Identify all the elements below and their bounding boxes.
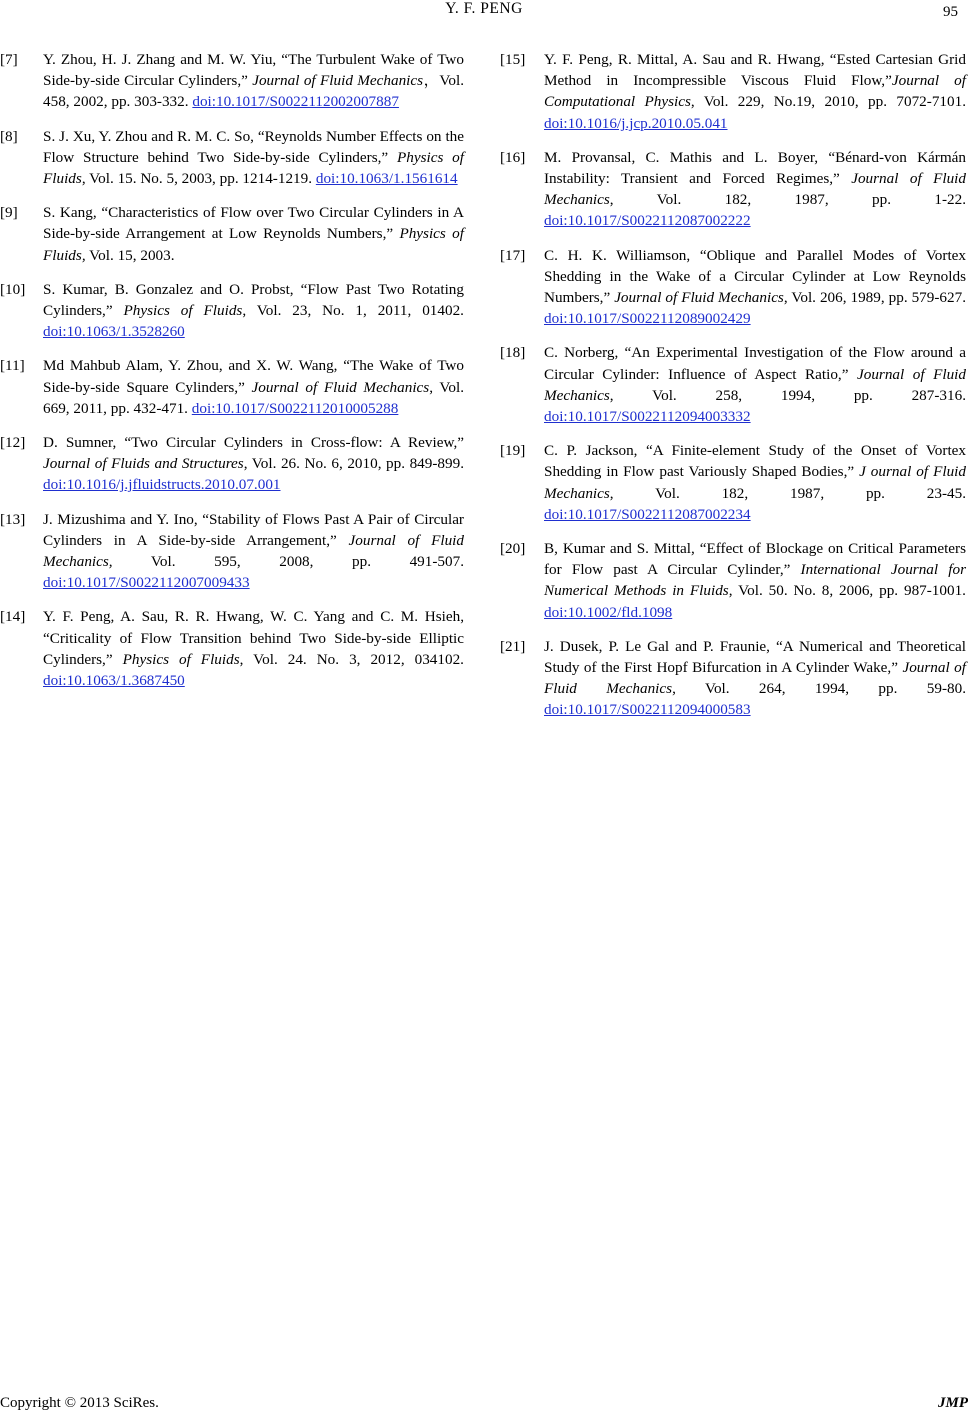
reference-entry bbox=[500, 245, 966, 330]
doi-link[interactable]: doi:10.1063/1.3687450 bbox=[43, 672, 185, 690]
reference-journal: Journal of Fluids and Structures bbox=[43, 455, 244, 473]
doi-link[interactable]: doi:10.1017/S0022112094003332 bbox=[544, 408, 751, 426]
reference-number: [8] bbox=[0, 127, 18, 145]
reference-text bbox=[544, 147, 966, 232]
reference-text bbox=[43, 509, 464, 594]
reference-journal: Journal of Fluid Mechanics bbox=[251, 378, 430, 396]
reference-authors-title: C. H. K. Williamson, “Oblique and Parallel Modes of Vortex Shedding in the Wake of a Circular Cylinder at Low Reynolds Numbers,” bbox=[544, 246, 966, 307]
reference-journal: Physics of Fluids bbox=[123, 302, 243, 320]
reference-details: Vol. 15, 2003. bbox=[85, 246, 175, 264]
reference-text bbox=[544, 342, 966, 427]
reference-entry bbox=[0, 202, 464, 266]
doi-link[interactable]: doi:10.1063/1.1561614 bbox=[315, 170, 458, 188]
references-right-column bbox=[500, 49, 966, 734]
reference-number: [19] bbox=[500, 442, 526, 460]
doi-link[interactable]: doi:10.1017/S0022112002007887 bbox=[192, 93, 399, 111]
reference-number: [15] bbox=[500, 51, 526, 68]
reference-entry bbox=[500, 342, 966, 427]
doi-link[interactable]: doi:10.1017/S0022112007009433 bbox=[43, 574, 250, 592]
doi-link[interactable]: doi:10.1002/fld.1098 bbox=[544, 603, 673, 621]
reference-journal: Journal of Computational Physics bbox=[544, 72, 966, 111]
reference-details: , Vol. 206, 1989, pp. 579-627. bbox=[783, 289, 967, 307]
references-left-column bbox=[0, 49, 464, 704]
reference-authors-title: J. Dusek, P. Le Gal and P. Fraunie, “A Numerical and Theoretical Study of the First Hopf Bifurcation in A Cylinder Wake,” bbox=[544, 637, 966, 677]
reference-details: , Vol. 24. No. 3, 2012, 034102. bbox=[239, 650, 464, 668]
reference-details: , Vol. 182, 1987, pp. 1-22. bbox=[609, 191, 966, 209]
reference-entry bbox=[0, 355, 464, 419]
reference-authors-title: B, Kumar and S. Mittal, “Effect of Blockage on Critical Parameters for Flow past A Circular Cylinder,” bbox=[544, 540, 966, 579]
reference-authors-title: D. Sumner, “Two Circular Cylinders in Cross-flow: A Review,” bbox=[43, 434, 464, 452]
doi-link[interactable]: doi:10.1016/j.jcp.2010.05.041 bbox=[544, 114, 728, 132]
reference-entry bbox=[0, 509, 464, 594]
reference-authors-title: Y. F. Peng, A. Sau, R. R. Hwang, W. C. Yang and C. M. Hsieh, “Criticality of Flow Transition behind Two Side-by-side Elliptic Cylinders,” bbox=[43, 608, 464, 668]
reference-number: [21] bbox=[500, 637, 526, 655]
reference-entry bbox=[500, 147, 966, 232]
reference-authors-title: S. J. Xu, Y. Zhou and R. M. C. So, “Reynolds Number Effects on the Flow Structure behind Two Side-by-side Cylinders,” bbox=[43, 127, 464, 166]
reference-journal: Journal of Fluid Mechanics bbox=[544, 170, 966, 209]
reference-number: [11] bbox=[0, 357, 25, 375]
reference-text bbox=[544, 636, 966, 721]
reference-authors-title: M. Provansal, C. Mathis and L. Boyer, “Bénard-von Kármán Instability: Transient and Forced Regimes,” bbox=[544, 148, 966, 188]
reference-number: [17] bbox=[500, 246, 526, 264]
reference-authors-title: Y. F. Peng, R. Mittal, A. Sau and R. Hwang, “Ested Cartesian Grid Method in Incompressible Viscous Fluid Flow,” bbox=[544, 51, 966, 90]
reference-journal: Physics of Fluids bbox=[43, 148, 464, 188]
reference-text bbox=[544, 49, 966, 134]
reference-number: [18] bbox=[500, 344, 526, 362]
reference-number: [14] bbox=[0, 608, 26, 626]
running-header-author: Y. F. PENG bbox=[445, 0, 523, 17]
reference-entry bbox=[500, 49, 966, 134]
reference-details: , Vol. 229, No.19, 2010, pp. 7072-7101. bbox=[690, 93, 966, 111]
reference-text bbox=[544, 440, 966, 525]
reference-entry bbox=[500, 538, 966, 623]
reference-authors-title: J. Mizushima and Y. Ino, “Stability of Flows Past A Pair of Circular Cylinders in A Side-by-side Arrangement,” bbox=[43, 510, 464, 549]
footer-journal-abbrev: JMP bbox=[938, 1395, 968, 1411]
reference-text bbox=[43, 202, 464, 266]
reference-details: Vol. 595, 2008, pp. 491-507. bbox=[112, 553, 464, 571]
reference-text bbox=[43, 432, 464, 496]
reference-entry bbox=[500, 636, 966, 721]
reference-text bbox=[43, 279, 464, 343]
reference-journal: Physics of Fluids, bbox=[43, 225, 464, 264]
doi-link[interactable]: doi:10.1017/S0022112089002429 bbox=[544, 310, 751, 328]
reference-details: ，Vol. 458, 2002, pp. 303-332. bbox=[43, 72, 465, 111]
reference-text bbox=[43, 355, 464, 419]
reference-journal: Journal of Fluid Mechanics, bbox=[43, 531, 464, 571]
reference-details: , Vol. 182, 1987, pp. 23-45. bbox=[609, 484, 966, 502]
reference-details: , Vol. 264, 1994, pp. 59-80. bbox=[672, 680, 966, 698]
reference-entry bbox=[0, 126, 464, 190]
reference-journal: Journal of Fluid Mechanics bbox=[544, 659, 966, 698]
reference-number: [13] bbox=[0, 510, 26, 528]
doi-link[interactable]: doi:10.1017/S0022112010005288 bbox=[191, 399, 399, 417]
reference-journal: Physics of Fluids bbox=[122, 650, 240, 668]
reference-text bbox=[43, 606, 464, 691]
reference-details: , Vol. 669, 2011, pp. 432-471. bbox=[43, 378, 464, 417]
reference-authors-title: S. Kumar, B. Gonzalez and O. Probst, “Flow Past Two Rotating Cylinders,” bbox=[43, 280, 464, 320]
doi-link[interactable]: doi:10.1063/1.3528260 bbox=[43, 323, 185, 341]
reference-number: [16] bbox=[500, 148, 526, 166]
footer-copyright: Copyright © 2013 SciRes. bbox=[0, 1395, 159, 1411]
reference-entry bbox=[0, 606, 464, 691]
reference-entry bbox=[0, 432, 464, 496]
reference-entry bbox=[0, 279, 464, 343]
reference-text bbox=[43, 126, 464, 190]
reference-number: [10] bbox=[0, 280, 26, 298]
reference-journal: Journal of Fluid Mechanics bbox=[544, 365, 966, 404]
reference-text bbox=[544, 538, 966, 623]
doi-link[interactable]: doi:10.1017/S0022112087002234 bbox=[544, 505, 751, 523]
reference-details: , Vol. 26. No. 6, 2010, pp. 849-899. bbox=[243, 455, 464, 473]
reference-authors-title: C. Norberg, “An Experimental Investigation of the Flow around a Circular Cylinder: Influence of Aspect Ratio,” bbox=[544, 344, 966, 383]
reference-authors-title: Md Mahbub Alam, Y. Zhou, and X. W. Wang, “The Wake of Two Side-by-side Square Cylinders,” bbox=[43, 357, 464, 396]
reference-journal: International Journal for Numerical Methods in Fluids bbox=[544, 561, 967, 600]
reference-number: [12] bbox=[0, 434, 26, 452]
reference-details: , Vol. 258, 1994, pp. 287-316. bbox=[609, 386, 966, 404]
page-number: 95 bbox=[943, 4, 958, 20]
reference-entry bbox=[0, 49, 464, 113]
reference-entry bbox=[500, 440, 966, 525]
reference-journal: J ournal of Fluid Mechanics bbox=[544, 463, 966, 502]
reference-number: [20] bbox=[500, 540, 526, 558]
reference-journal: Journal of Fluid Mechanics bbox=[252, 72, 424, 90]
reference-number: [7] bbox=[0, 51, 18, 68]
doi-link[interactable]: doi:10.1017/S0022112094000583 bbox=[544, 701, 751, 719]
reference-authors-title: S. Kang, “Characteristics of Flow over Two Circular Cylinders in A Side-by-side Arrangement at Low Reynolds Numbers,” bbox=[43, 204, 464, 243]
reference-text bbox=[43, 49, 464, 113]
reference-journal: Journal of Fluid Mechanics bbox=[614, 289, 784, 307]
reference-details: , Vol. 50. No. 8, 2006, pp. 987-1001. bbox=[728, 582, 966, 600]
reference-authors-title: C. P. Jackson, “A Finite-element Study of the Onset of Vortex Shedding in Flow past Variously Shaped Bodies,” bbox=[544, 442, 966, 481]
doi-link[interactable]: doi:10.1016/j.jfluidstructs.2010.07.001 bbox=[43, 476, 281, 494]
reference-text bbox=[544, 245, 966, 330]
doi-link[interactable]: doi:10.1017/S0022112087002222 bbox=[544, 212, 751, 230]
reference-number: [9] bbox=[0, 204, 18, 222]
reference-details: , Vol. 15. No. 5, 2003, pp. 1214-1219. bbox=[81, 170, 316, 188]
reference-details: , Vol. 23, No. 1, 2011, 01402. bbox=[242, 302, 464, 320]
reference-authors-title: Y. Zhou, H. J. Zhang and M. W. Yiu, “The Turbulent Wake of Two Side-by-side Circular Cylinders,” bbox=[43, 51, 464, 90]
